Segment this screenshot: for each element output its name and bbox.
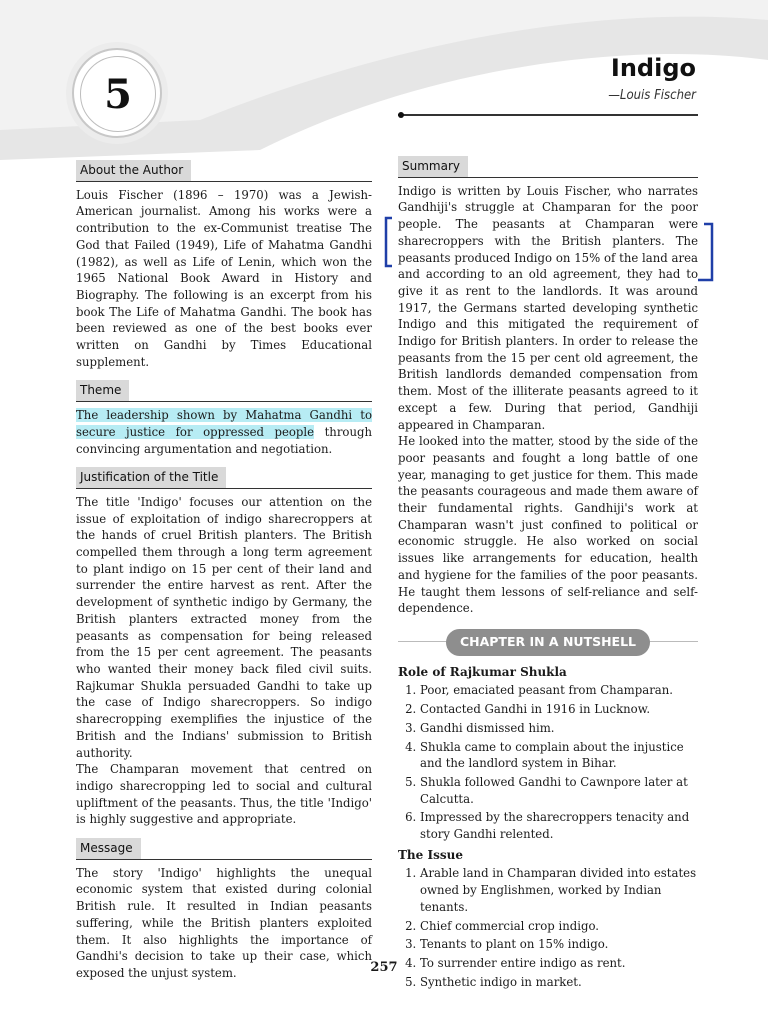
list-item: 4. To surrender entire indigo as rent.	[420, 955, 698, 972]
list-item: 4. Shukla came to complain about the injustice and the landlord system in Bihar.	[420, 739, 698, 772]
right-column	[398, 156, 698, 992]
about-text: Louis Fischer (1896 – 1970) was a Jewish-American journalist. Among his works were a contribution to the ex-Communist treatise The God that Failed (1949), Life of Mahatma Gandhi (1982), as well as Life of Lenin, which won the 1965 National Book Award in History and Biography. The following is an excerpt from his book The Life of Mahatma Gandhi. The book has been reviewed as one of the best books ever written on Gandhi by Times Educational supplement.	[76, 187, 372, 369]
section-rule	[76, 401, 372, 402]
section-heading: Theme	[76, 380, 129, 401]
list-item: 1. Poor, emaciated peasant from Champaran.	[420, 682, 698, 699]
list-item: 3. Tenants to plant on 15% indigo.	[420, 936, 698, 953]
section-rule	[76, 859, 372, 860]
theme-text-rest: through convincing argumentation and negotiation.	[76, 424, 372, 456]
list-item: 2. Chief commercial crop indigo.	[420, 918, 698, 935]
theme-section	[76, 380, 372, 457]
summary-paragraph-2: He looked into the matter, stood by the side of the poor peasants and fought a long battle of one year, managing to get justice for them. This made the peasants courageous and made them aware of their fundamental rights. Gandhiji's work at Champaran wasn't just confined to political or economic struggle. He also worked on social issues like arrangements for education, health and hygiene for the families of the poor peasants. He taught them lessons of self-reliance and self-dependence.	[398, 434, 698, 616]
nutshell-banner	[398, 629, 698, 656]
about-section	[76, 160, 372, 370]
list-item: 3. Gandhi dismissed him.	[420, 720, 698, 737]
title-rule	[398, 114, 698, 116]
justification-section	[76, 467, 372, 828]
section-heading: About the Author	[76, 160, 191, 181]
highlighted-text: The leadership shown by Mahatma Gandhi to secure justice for oppressed people	[76, 408, 372, 439]
chapter-number-badge	[72, 48, 162, 138]
section-heading: Message	[76, 838, 141, 859]
page-number: 257	[370, 960, 398, 975]
list-item: 5. Synthetic indigo in market.	[420, 974, 698, 991]
justification-paragraph-1: The title 'Indigo' focuses our attention on the issue of exploitation of indigo sharecroppers at the hands of cruel British planters. The British compelled them through a long term agreement to plant indigo on 15 per cent of their land and surrender the entire harvest as rent. After the development of synthetic indigo by Germany, the British planters extracted money from the peasants as compensation for being released from the 15 per cent agreement. The peasants who wanted their money back filed civil suits. Rajkumar Shukla persuaded Gandhi to take up the case of Indigo sharecroppers. So indigo sharecropping exemplifies the injustice of the British and the Indians' submission to British authority.	[76, 494, 372, 760]
chapter-title: Indigo	[610, 54, 696, 82]
chapter-author: —Louis Fischer	[608, 88, 696, 103]
section-heading: Summary	[398, 156, 468, 177]
section-heading: Justification of the Title	[76, 467, 226, 488]
section-rule	[76, 488, 372, 489]
list-item: 1. Arable land in Champaran divided into estates owned by Englishmen, worked by Indian tenants.	[420, 865, 698, 915]
message-text: The story 'Indigo' highlights the unequal economic system that existed during colonial British rule. It resulted in Indian peasants suffering, while the British planters exploited them. It also highlights the importance of Gandhi's decision to take up their case, which exposed the unjust system.	[76, 865, 372, 980]
chapter-number: 5	[80, 56, 156, 132]
summary-paragraph-1: Indigo is written by Louis Fischer, who narrates Gandhiji's struggle at Champaran for the poor people. The peasants at Champaran were sharecroppers with the British planters. The peasants produced Indigo on 15% of the land area and according to an old agreement, they had to give it as rent to the landlords. It was around 1917, the Germans started developing synthetic Indigo and this mitigated the requirement of Indigo for British planters. In order to release the peasants from the 15 per cent old agreement, the British landlords demanded compensation from them. Most of the illiterate peasants agreed to it except a few. During that period, Gandhiji appeared in Champaran.	[398, 183, 698, 432]
section-rule	[398, 177, 698, 178]
summary-section	[398, 156, 698, 617]
role-heading: Role of Rajkumar Shukla	[398, 664, 567, 679]
section-rule	[76, 181, 372, 182]
justification-paragraph-2: The Champaran movement that centred on indigo sharecropping led to social and cultural upliftment of the peasants. Thus, the title 'Indigo' is highly suggestive and appropriate.	[76, 762, 372, 827]
list-item: 2. Contacted Gandhi in 1916 in Lucknow.	[420, 701, 698, 718]
list-item: 6. Impressed by the sharecroppers tenacity and story Gandhi relented.	[420, 809, 698, 842]
role-list	[398, 682, 698, 842]
nutshell-label: CHAPTER IN A NUTSHELL	[446, 629, 650, 656]
title-block	[608, 54, 696, 103]
list-item: 5. Shukla followed Gandhi to Cawnpore later at Calcutta.	[420, 774, 698, 807]
theme-text	[76, 407, 372, 457]
issue-heading: The Issue	[398, 847, 463, 862]
title-rule-dot	[398, 112, 404, 118]
left-column	[76, 160, 372, 992]
